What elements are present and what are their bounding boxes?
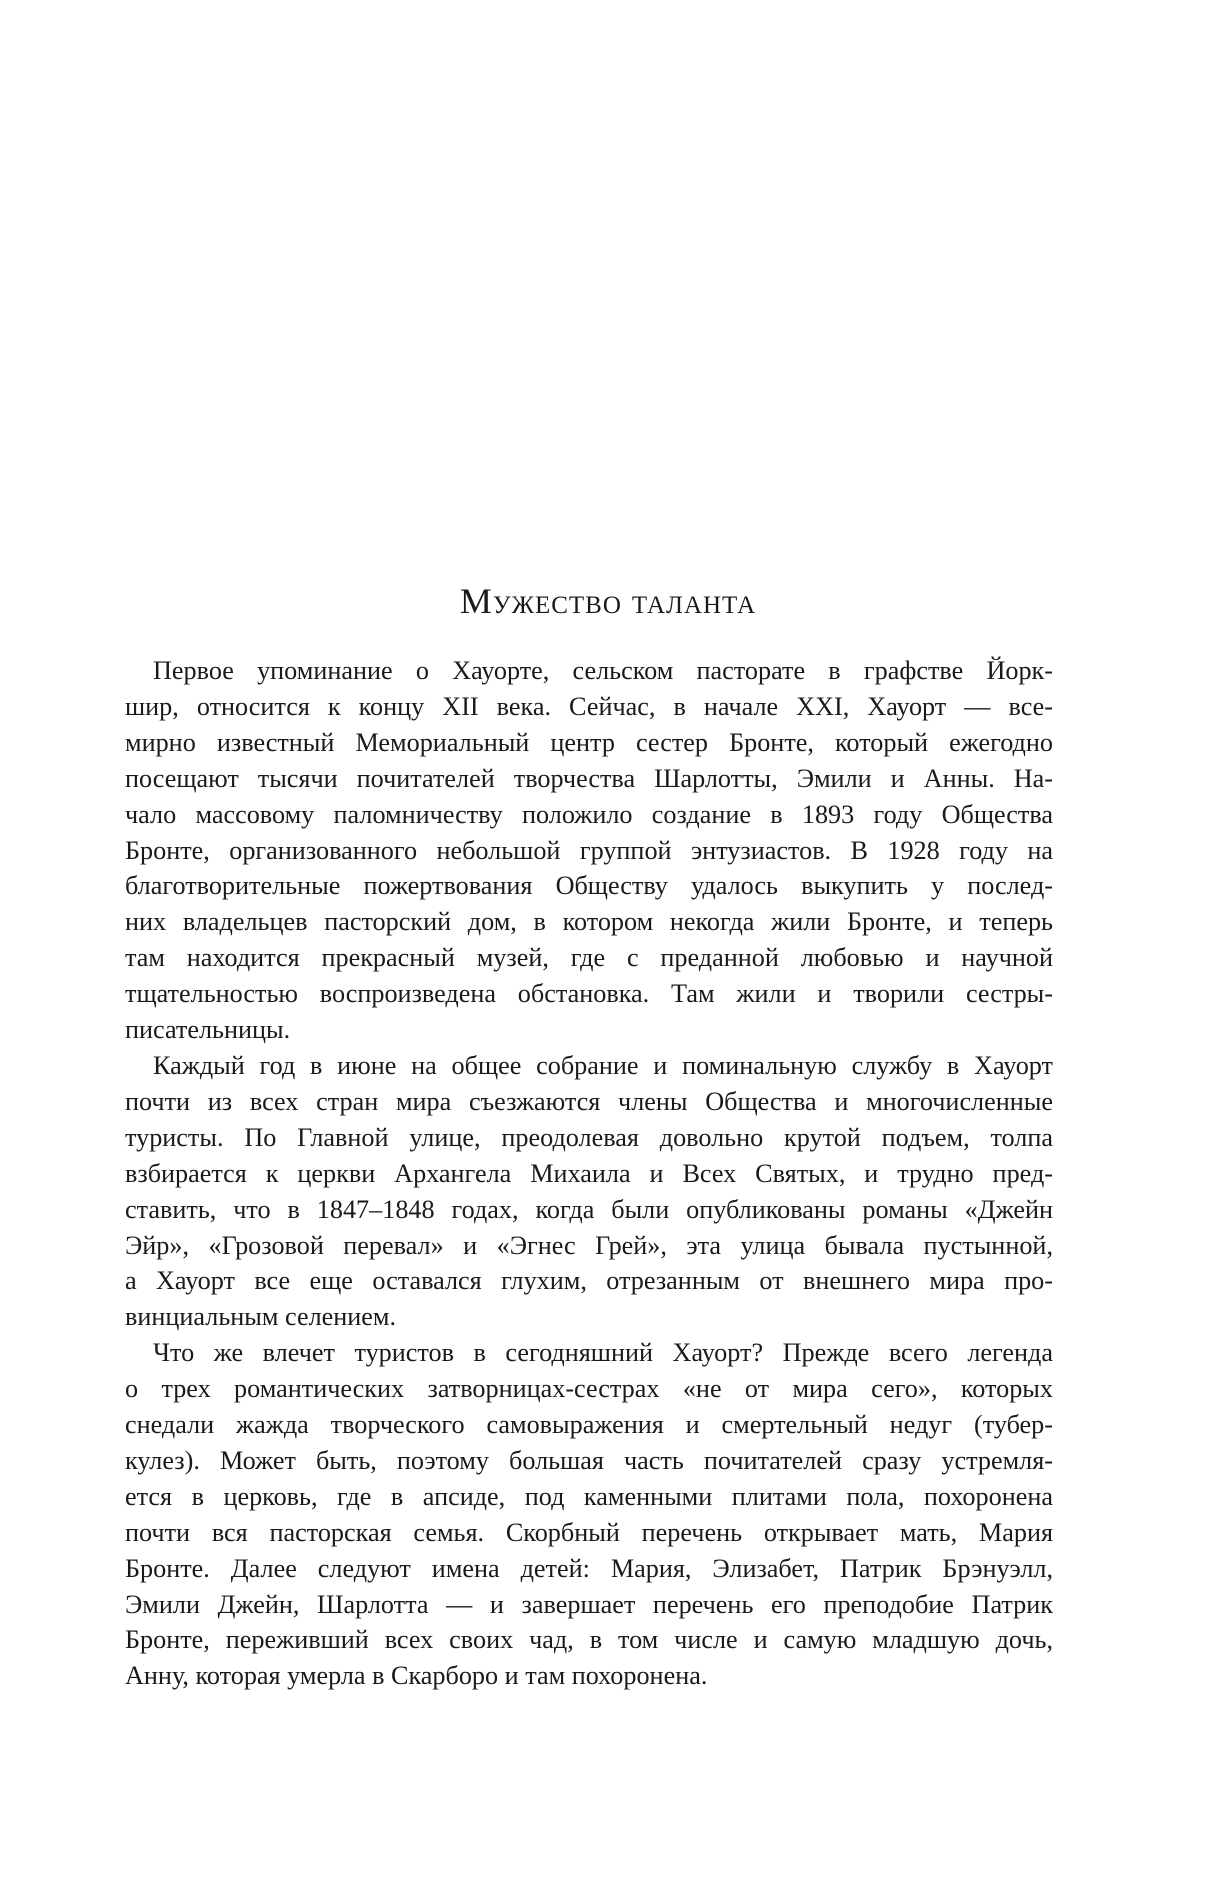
text-line: почти вся пасторская семья. Скорбный перечень открывает мать, Мария xyxy=(125,1517,1053,1547)
text-line: Эйр», «Грозовой перевал» и «Эгнес Грей», эта улица бывала пустынной, xyxy=(125,1230,1053,1260)
paragraph xyxy=(125,653,1053,1048)
text-line: Эмили Джейн, Шарлотта — и завершает перечень его преподобие Патрик xyxy=(125,1589,1053,1619)
text-line: винциальным селением. xyxy=(125,1302,397,1332)
paragraph xyxy=(125,1048,1053,1335)
text-line: них владельцев пасторский дом, в котором некогда жили Бронте, и теперь xyxy=(125,907,1053,937)
paragraph xyxy=(125,1335,1053,1694)
text-line: почти из всех стран мира съезжаются члены Общества и многочисленные xyxy=(125,1086,1053,1116)
text-line: Анну, которая умерла в Скарборо и там похоронена. xyxy=(125,1661,708,1691)
text-line: туристы. По Главной улице, преодолевая довольно крутой подъем, толпа xyxy=(125,1122,1053,1152)
text-line: Каждый год в июне на общее собрание и поминальную службу в Хауорт xyxy=(153,1050,1053,1080)
text-line: Бронте, организованного небольшой группой энтузиастов. В 1928 году на xyxy=(125,835,1053,865)
text-line: шир, относится к концу XII века. Сейчас, в начале XXI, Хауорт — все- xyxy=(125,691,1053,721)
text-line: Что же влечет туристов в сегодняшний Хауорт? Прежде всего легенда xyxy=(153,1338,1053,1368)
text-line: писательницы. xyxy=(125,1015,291,1045)
text-line: снедали жажда творческого самовыражения и смертельный недуг (тубер- xyxy=(125,1410,1053,1440)
text-line: чало массовому паломничеству положило создание в 1893 году Общества xyxy=(125,799,1053,829)
text-line: посещают тысячи почитателей творчества Шарлотты, Эмили и Анны. На- xyxy=(125,763,1053,793)
text-line: а Хауорт все еще оставался глухим, отрезанным от внешнего мира про- xyxy=(125,1266,1053,1296)
text-line: взбирается к церкви Архангела Михаила и Всех Святых, и трудно пред- xyxy=(125,1158,1053,1188)
text-line: кулез). Может быть, поэтому большая часть почитателей сразу устремля- xyxy=(125,1445,1053,1475)
text-line: ется в церковь, где в апсиде, под каменными плитами пола, похоронена xyxy=(125,1481,1053,1511)
chapter-title: Мужество таланта xyxy=(459,581,757,621)
text-line: благотворительные пожертвования Обществу удалось выкупить у послед- xyxy=(125,871,1053,901)
text-line: о трех романтических затворницах-сестрах «не от мира сего», которых xyxy=(125,1374,1053,1404)
body-text xyxy=(125,653,1053,1694)
text-line: Бронте. Далее следуют имена детей: Мария, Элизабет, Патрик Брэнуэлл, xyxy=(125,1553,1053,1583)
text-line: Бронте, переживший всех своих чад, в том числе и самую младшую дочь, xyxy=(125,1625,1053,1655)
text-line: Первое упоминание о Хауорте, сельском пасторате в графстве Йорк- xyxy=(153,656,1053,685)
text-line: мирно известный Мемориальный центр сестер Бронте, который ежегодно xyxy=(125,727,1053,757)
text-line: ставить, что в 1847–1848 годах, когда были опубликованы романы «Джейн xyxy=(125,1194,1053,1224)
text-line: там находится прекрасный музей, где с преданной любовью и научной xyxy=(125,943,1053,973)
text-line: тщательностью воспроизведена обстановка. Там жили и творили сестры- xyxy=(125,979,1053,1009)
